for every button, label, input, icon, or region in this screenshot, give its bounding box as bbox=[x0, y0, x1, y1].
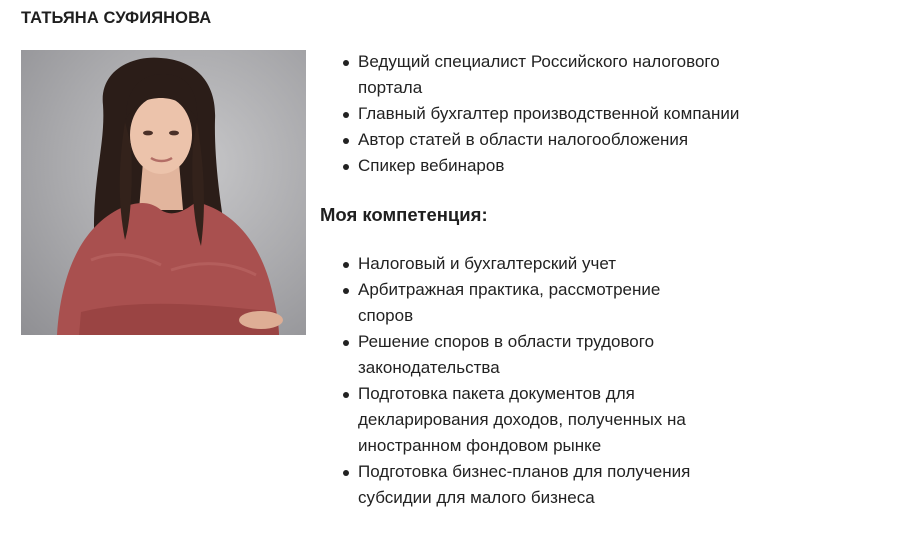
roles-list bbox=[320, 49, 740, 179]
person-name: ТАТЬЯНА СУФИЯНОВА bbox=[21, 9, 212, 27]
portrait-illustration bbox=[21, 50, 306, 335]
list-item: Ведущий специалист Российского налогового портала bbox=[320, 49, 740, 101]
list-item: Налоговый и бухгалтерский учет bbox=[320, 251, 720, 277]
list-item: Арбитражная практика, рассмотрение споров bbox=[320, 277, 720, 329]
portrait-photo bbox=[21, 50, 306, 335]
competence-list bbox=[320, 251, 720, 511]
competence-heading: Моя компетенция: bbox=[320, 204, 488, 225]
list-item: Решение споров в области трудового законодательства bbox=[320, 329, 720, 381]
list-item: Подготовка пакета документов для декларирования доходов, полученных на иностранном фондовом рынке bbox=[320, 381, 720, 459]
list-item: Автор статей в области налогообложения bbox=[320, 127, 740, 153]
profile-details bbox=[320, 49, 740, 511]
list-item: Главный бухгалтер производственной компании bbox=[320, 101, 740, 127]
list-item: Спикер вебинаров bbox=[320, 153, 740, 179]
list-item: Подготовка бизнес-планов для получения субсидии для малого бизнеса bbox=[320, 459, 720, 511]
